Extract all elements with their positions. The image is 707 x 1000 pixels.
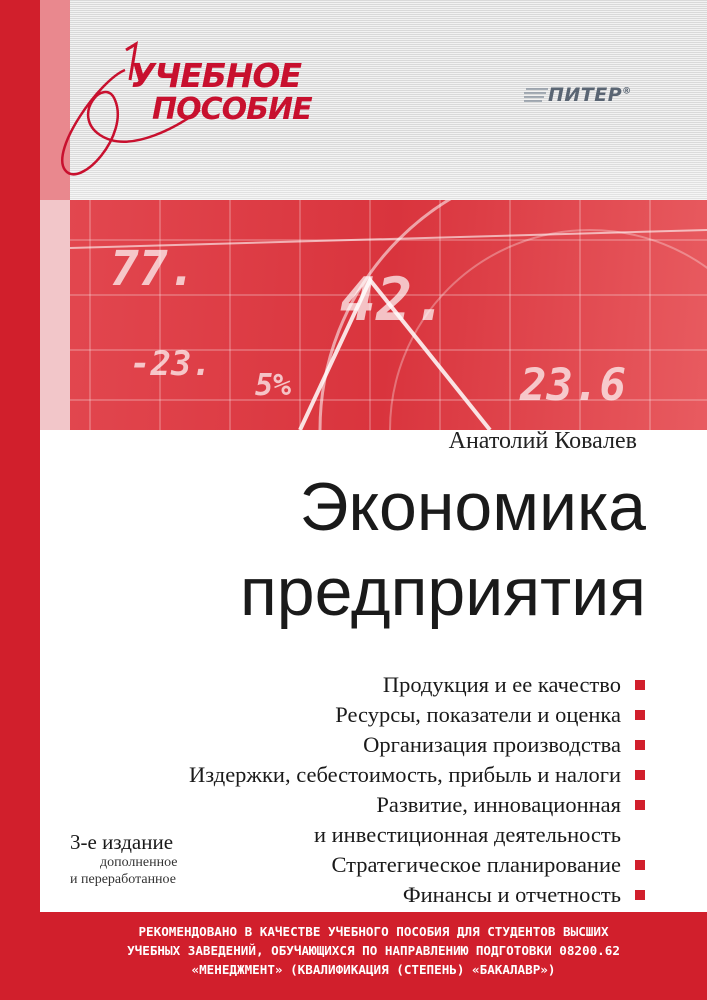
publisher-name: ПИТЕР® [548, 84, 632, 106]
art-number-1: 77. [110, 241, 197, 297]
topic-list [125, 670, 645, 910]
book-title-line2: предприятия [239, 554, 646, 630]
art-number-4: 5% [255, 368, 292, 403]
bullet-square-icon [635, 710, 645, 720]
recommendation-line2: УЧЕБНЫХ ЗАВЕДЕНИЙ, ОБУЧАЮЩИХСЯ ПО НАПРАВЛЕНИЮ ПОДГОТОВКИ 08200.62 [127, 943, 620, 958]
topic-item: Организация производства [125, 730, 645, 760]
bullet-square-icon [635, 800, 645, 810]
series-logo-line1: УЧЕБНОЕ [130, 56, 302, 95]
cover-art-graphic [70, 200, 707, 430]
recommendation-text [40, 922, 707, 979]
topic-item: Финансы и отчетность [125, 880, 645, 910]
edition-note-1: дополненное [100, 855, 178, 870]
bullet-square-icon [635, 890, 645, 900]
topic-item: Ресурсы, показатели и оценка [125, 700, 645, 730]
recommendation-line3: «МЕНЕДЖМЕНТ» (КВАЛИФИКАЦИЯ (СТЕПЕНЬ) «БАКАЛАВР») [191, 962, 556, 977]
series-logo-line2: ПОСОБИЕ [152, 92, 312, 127]
author-name: Анатолий Ковалев [448, 428, 637, 454]
topic-item-continuation: и инвестиционная деятельность [313, 822, 621, 847]
art-number-2: 42. [340, 265, 449, 335]
cover-art-band [70, 200, 707, 430]
recommendation-line1: РЕКОМЕНДОВАНО В КАЧЕСТВЕ УЧЕБНОГО ПОСОБИЯ ДЛЯ СТУДЕНТОВ ВЫСШИХ [138, 924, 609, 939]
edition-number: 3-е издание [70, 830, 174, 854]
edition-note-2: и переработанное [70, 872, 176, 887]
bullet-square-icon [635, 770, 645, 780]
bullet-square-icon [635, 680, 645, 690]
topic-item: Развитие, инновационная [125, 790, 645, 820]
art-number-5: 23.6 [520, 360, 626, 411]
art-number-3: -23. [130, 344, 212, 384]
topic-item: Стратегическое планирование [125, 850, 645, 880]
edition-info [70, 830, 178, 888]
bullet-square-icon [635, 740, 645, 750]
bullet-square-icon [635, 860, 645, 870]
book-title-line1: Экономика [299, 469, 646, 545]
topic-item: Издержки, себестоимость, прибыль и налоги [125, 760, 645, 790]
topic-item: Продукция и ее качество [125, 670, 645, 700]
